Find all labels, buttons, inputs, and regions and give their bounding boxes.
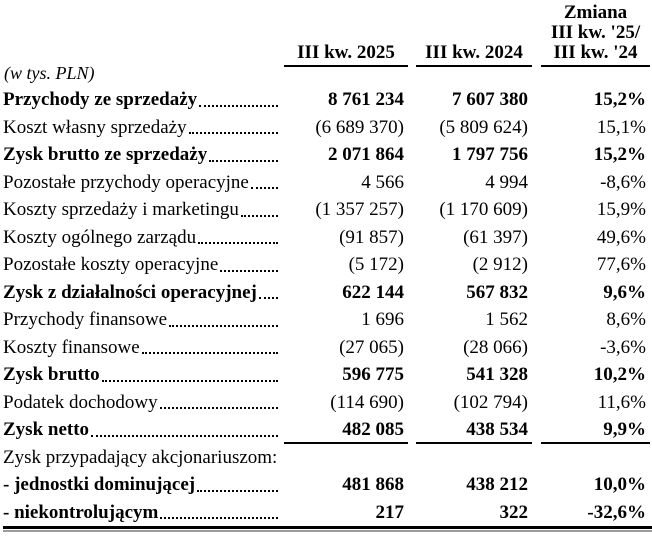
- table-row: [3, 416, 652, 444]
- dot-leader: [241, 215, 278, 217]
- row-label-text: - niekontrolującym: [3, 501, 159, 523]
- value-2025: (27 065): [339, 336, 404, 358]
- col-header-change-line1: Zmiana: [563, 2, 628, 23]
- value-2025: (1 357 257): [315, 199, 404, 220]
- value-2025: 4 566: [361, 171, 404, 193]
- row-label: [3, 471, 284, 499]
- value-2024: 438 534: [416, 416, 532, 444]
- dot-leader: [197, 490, 278, 492]
- col-header-change-line2: III kw. '25/: [550, 22, 641, 43]
- row-label: [3, 279, 284, 307]
- row-label: [3, 141, 284, 169]
- value-change: 15,2%: [593, 144, 646, 165]
- row-label-text: Przychody finansowe: [3, 309, 168, 330]
- dot-leader: [102, 380, 278, 382]
- dot-leader: [199, 105, 278, 107]
- value-2025: (5 172): [348, 254, 404, 275]
- table-row: [3, 444, 652, 472]
- row-label: [3, 196, 284, 224]
- dot-leader: [209, 160, 278, 162]
- table-row: [3, 361, 652, 389]
- value-change: -32,6%: [587, 501, 646, 523]
- table-row: [3, 224, 652, 252]
- value-2025: (114 690): [330, 391, 404, 413]
- value-2024: 567 832: [466, 281, 528, 303]
- row-label: [3, 416, 284, 444]
- value-2024: 541 328: [466, 364, 528, 385]
- value-2025: 217: [375, 501, 404, 523]
- value-2025: 8 761 234: [328, 89, 404, 110]
- row-label-text: Zysk brutto: [3, 364, 100, 385]
- value-2025: 596 775: [342, 364, 404, 385]
- value-2024: 4 994: [485, 171, 528, 193]
- value-2024: (1 170 609): [439, 199, 528, 220]
- table-row: [3, 141, 652, 169]
- dot-leader: [198, 242, 278, 244]
- table-row: [3, 279, 652, 307]
- dot-leader: [91, 435, 278, 437]
- col-header-change-line3: III kw. '24: [553, 42, 638, 63]
- row-label-text: Koszty sprzedaży i marketingu: [3, 199, 239, 220]
- value-2025: 1 696: [361, 309, 404, 330]
- row-label-text: Koszt własny sprzedaży: [3, 116, 187, 138]
- value-change: 9,9%: [541, 416, 650, 444]
- row-label-text: Koszty finansowe: [3, 336, 140, 358]
- row-label-text: Koszty ogólnego zarządu: [3, 226, 197, 248]
- row-label: [3, 306, 284, 334]
- dot-leader: [259, 297, 278, 299]
- table-row: [3, 169, 652, 197]
- value-2025: (91 857): [339, 226, 404, 248]
- value-2024: 1 797 756: [452, 144, 528, 165]
- unit-label: (w tys. PLN): [4, 63, 95, 83]
- value-2025: (6 689 370): [315, 116, 404, 138]
- row-label-text: - jednostki dominującej: [3, 474, 196, 495]
- col-header-change: [541, 3, 650, 67]
- row-label: [3, 389, 284, 417]
- value-2025: 482 085: [284, 416, 408, 444]
- table-row: [3, 471, 652, 499]
- value-2024: (102 794): [453, 391, 528, 413]
- dot-leader: [142, 352, 278, 354]
- table-row: [3, 499, 652, 527]
- value-2025: 622 144: [342, 281, 404, 303]
- value-2024: 438 212: [466, 474, 528, 495]
- row-label-text: Zysk brutto ze sprzedaży: [3, 144, 208, 165]
- value-2024: [416, 444, 532, 472]
- row-label: [3, 334, 284, 362]
- table-row: [3, 114, 652, 142]
- row-label: [3, 444, 284, 472]
- col-header-2024: III kw. 2024: [416, 43, 532, 67]
- row-label: [3, 499, 284, 527]
- value-change: 49,6%: [596, 226, 646, 248]
- row-label-text: Podatek dochodowy: [3, 391, 158, 413]
- value-2025: [284, 444, 408, 472]
- value-change: -8,6%: [600, 171, 646, 193]
- value-change: 15,9%: [596, 199, 646, 220]
- value-2024: 7 607 380: [452, 89, 528, 110]
- table-row: [3, 389, 652, 417]
- row-label-text: Zysk z działalności operacyjnej: [3, 281, 257, 303]
- row-label: [3, 169, 284, 197]
- row-label: [3, 224, 284, 252]
- dot-leader: [220, 270, 278, 272]
- value-change: [541, 444, 650, 472]
- table-header: [3, 0, 652, 83]
- value-change: 15,2%: [593, 89, 646, 110]
- table-row: [3, 86, 652, 114]
- value-change: 10,0%: [593, 474, 646, 495]
- table-row: [3, 196, 652, 224]
- table-row: [3, 334, 652, 362]
- value-change: 8,6%: [606, 309, 646, 330]
- row-label: [3, 361, 284, 389]
- dot-leader: [189, 132, 278, 134]
- value-change: 77,6%: [596, 254, 646, 275]
- value-2024: (2 912): [472, 254, 528, 275]
- row-label-text: Zysk przypadający akcjonariuszom:: [3, 446, 278, 468]
- row-label-text: Przychody ze sprzedaży: [3, 89, 198, 110]
- row-label: [3, 86, 284, 114]
- dot-leader: [169, 325, 278, 327]
- value-change: 11,6%: [597, 391, 646, 413]
- table-bottom-border: [3, 526, 652, 534]
- col-header-2025: III kw. 2025: [284, 43, 408, 67]
- table-row: [3, 306, 652, 334]
- table-row: [3, 251, 652, 279]
- row-label-text: Pozostałe koszty operacyjne: [3, 254, 219, 275]
- dot-leader: [160, 407, 278, 409]
- table-body: [3, 86, 652, 526]
- dot-leader: [251, 187, 278, 189]
- row-label: [3, 251, 284, 279]
- value-change: 15,1%: [596, 116, 646, 138]
- value-2025: 2 071 864: [328, 144, 404, 165]
- value-change: -3,6%: [600, 336, 646, 358]
- row-label-text: Pozostałe przychody operacyjne: [3, 171, 249, 193]
- value-2024: 1 562: [485, 309, 528, 330]
- dot-leader: [160, 517, 278, 519]
- value-change: 10,2%: [593, 364, 646, 385]
- value-change: 9,6%: [603, 281, 646, 303]
- row-label-text: Zysk netto: [3, 419, 90, 440]
- value-2024: (28 066): [463, 336, 528, 358]
- value-2024: 322: [499, 501, 528, 523]
- value-2024: (5 809 624): [439, 116, 528, 138]
- value-2025: 481 868: [342, 474, 404, 495]
- row-label: [3, 114, 284, 142]
- value-2024: (61 397): [463, 226, 528, 248]
